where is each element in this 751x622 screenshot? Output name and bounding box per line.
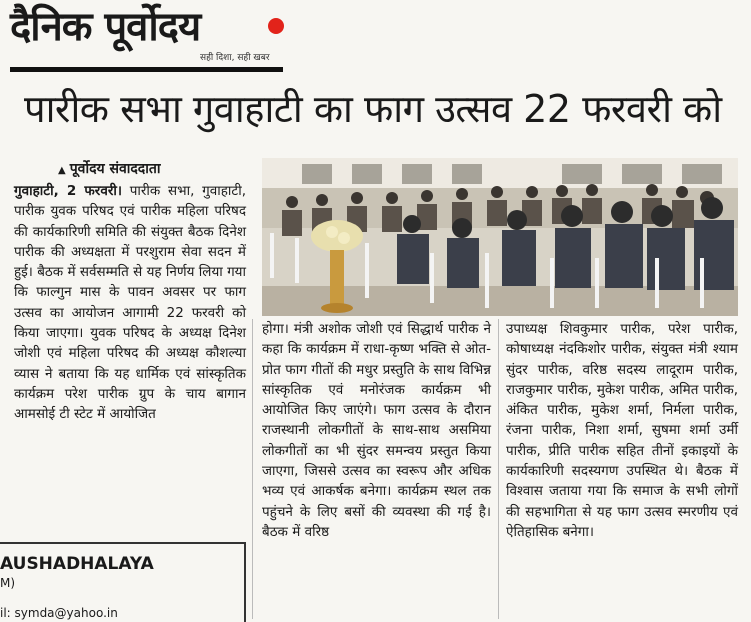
newspaper-name: दैनिक पूर्वोदय — [10, 4, 201, 50]
brand-dot-icon — [268, 18, 284, 34]
byline-text: पूर्वोदय संवाददाता — [69, 161, 161, 177]
masthead-rule — [10, 67, 283, 72]
article-column-3 — [506, 319, 738, 542]
ad-subtext: M) — [0, 576, 16, 590]
article-column-2 — [262, 319, 491, 542]
byline — [58, 159, 160, 178]
dateline: गुवाहाटी, 2 फरवरी। — [14, 183, 122, 199]
ad-name: AUSHADHALAYA — [0, 554, 154, 574]
article-column-1 — [14, 181, 246, 425]
ad-email: il: symda@yahoo.in — [0, 606, 118, 620]
column-2-text: होगा। मंत्री अशोक जोशी एवं सिद्धार्थ पारीक ने कहा कि कार्यक्रम में राधा-कृष्ण भक्ति से ओत-प्रोत फाग गीतों की मधुर प्रस्तुति के साथ विभिन्न सांस्कृतिक एवं मनोरंजक कार्यक्रम भी आयोजित किए जाएंगे। फाग उत्सव के दौरान राजस्थानी लोकगीतों के साथ-साथ असमिया लोकगीतों का भी सुंदर समन्वय प्रस्तुत किया जाएगा, जिससे उत्सव का स्वरूप और अधिक भव्य एवं आकर्षक बनेगा। कार्यक्रम स्थल तक पहुंचने के लिए बसों की व्यवस्था की गई है। बैठक में वरिष्ठ — [262, 321, 491, 540]
column-1-text: पारीक सभा, गुवाहाटी, पारीक युवक परिषद एवं पारीक महिला परिषद की कार्यकारिणी समिति की संयुक्त बैठक दिनेश पारीक की अध्यक्षता में परशुराम सेवा सदन में हुई। बैठक में सर्वसम्मति से यह निर्णय लिया गया कि फाल्गुन मास के पावन अवसर पर फाग उत्सव का आयोजन आगामी 22 फरवरी को किया जाएगा। युवक परिषद के अध्यक्ष दिनेश जोशी एवं महिला परिषद की अध्यक्ष कौशल्या व्यास ने बताया कि यह धार्मिक एवं सांस्कृतिक कार्यक्रम परेश पारीक ग्रुप के चाय बागान आमसोई टी स्टेट में आयोजित — [14, 183, 247, 423]
triangle-icon: ▲ — [58, 165, 66, 176]
column-divider — [498, 319, 499, 619]
masthead — [10, 4, 280, 74]
column-divider — [252, 319, 253, 619]
newspaper-tagline: सही दिशा, सही खबर — [200, 53, 270, 63]
advertisement-box — [0, 542, 246, 622]
column-3-text: उपाध्यक्ष शिवकुमार पारीक, परेश पारीक, कोषाध्यक्ष नंदकिशोर पारीक, संयुक्त मंत्री श्याम सुंदर पारीक, वरिष्ठ सदस्य लादूराम पारीक, राजकुमार पारीक, मुकेश पारीक, अमित पारीक, अंकित पारीक, मुकेश शर्मा, निर्मला पारीक, रंजना पारीक, निशा शर्मा, सुषमा शर्मा उर्मी पारीक, प्रीति पारीक सहित तीनों इकाइयों के कार्यकारिणी सदस्यगण उपस्थित थे। बैठक में विश्वास जताया गया कि समाज के सभी लोगों की सहभागिता से यह फाग उत्सव स्मरणीय एवं ऐतिहासिक बनेगा। — [506, 321, 738, 540]
headline: पारीक सभा गुवाहाटी का फाग उत्सव 22 फरवरी को — [24, 87, 722, 131]
meeting-photo — [262, 158, 738, 316]
